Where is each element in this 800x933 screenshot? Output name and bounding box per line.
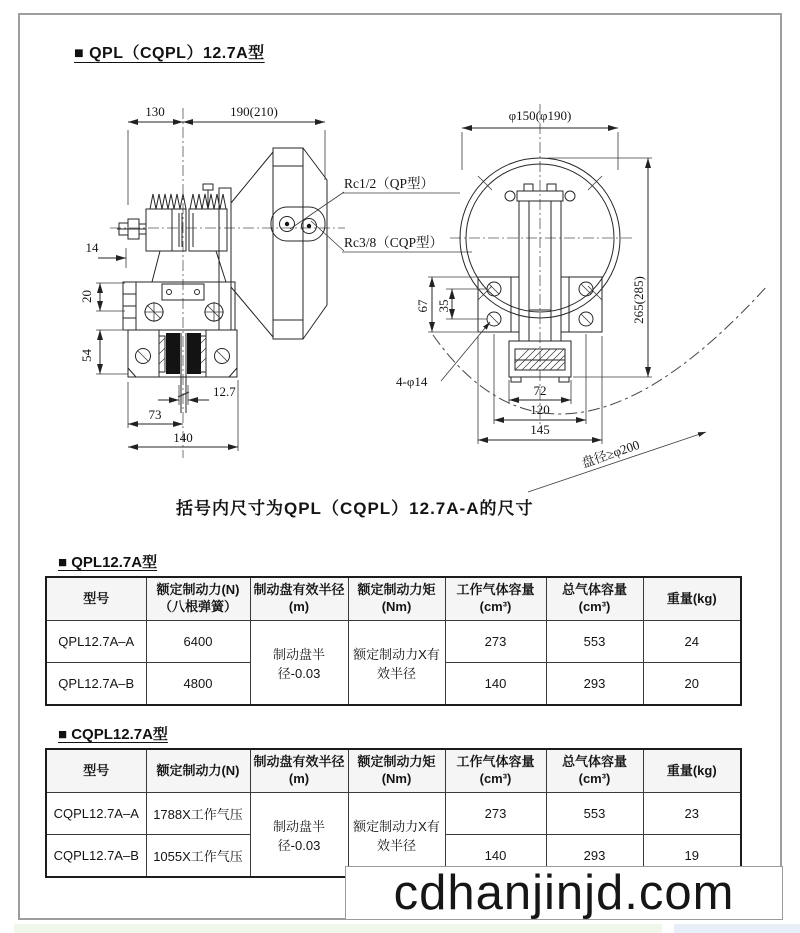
cell-force: 1788X工作气压 [146, 793, 250, 835]
col-header-model: 型号 [46, 749, 146, 793]
cell-weight: 19 [643, 835, 741, 878]
cell-force: 6400 [146, 621, 250, 663]
cell-model: QPL12.7A–B [46, 663, 146, 706]
cell-work-volume: 273 [445, 793, 546, 835]
col-header-radius: 制动盘有效半径 (m) [250, 577, 348, 621]
dim-190: 190(210) [230, 104, 278, 119]
port-label-qp: Rc1/2（QP型） [344, 176, 435, 191]
table1 [45, 576, 742, 706]
cell-radius-merged: 制动盘半径-0.03 [250, 793, 348, 878]
cell-total-volume: 553 [546, 621, 643, 663]
cell-total-volume: 553 [546, 793, 643, 835]
cell-weight: 20 [643, 663, 741, 706]
table2-title: ■ CQPL12.7A型 [58, 726, 168, 743]
dim-20: 20 [79, 290, 94, 303]
table-header-row [46, 749, 741, 793]
cell-torque-merged: 额定制动力X有效半径 [348, 621, 445, 706]
side-view-drawing [79, 104, 472, 458]
col-header-total-volume: 总气体容量 (cm³) [546, 577, 643, 621]
spec-table-qpl [45, 576, 742, 706]
bottom-strip-green [14, 924, 662, 933]
dim-d150: φ150(φ190) [508, 108, 572, 123]
table2 [45, 748, 742, 878]
dim-54: 54 [79, 349, 94, 362]
drawing-caption: 括号内尺寸为QPL（CQPL）12.7A-A的尺寸 [176, 499, 534, 518]
dim-67: 67 [415, 299, 430, 313]
col-header-work-volume: 工作气体容量 (cm³) [445, 577, 546, 621]
cell-model: QPL12.7A–A [46, 621, 146, 663]
dim-265: 265(285) [631, 276, 646, 324]
cell-radius-merged: 制动盘半径-0.03 [250, 621, 348, 706]
disc-diameter-note: 盘径≥φ200 [579, 436, 642, 471]
dim-72: 72 [533, 383, 547, 398]
col-header-force: 额定制动力(N) [146, 749, 250, 793]
cell-work-volume: 140 [445, 663, 546, 706]
watermark: cdhanjinjd.com [345, 866, 783, 920]
cell-torque-merged: 额定制动力X有效半径 [348, 793, 445, 878]
dim-12-7: 12.7 [213, 384, 236, 399]
col-header-work-volume: 工作气体容量 (cm³) [445, 749, 546, 793]
cell-model: CQPL12.7A–B [46, 835, 146, 878]
cell-work-volume: 273 [445, 621, 546, 663]
table-header-row [46, 577, 741, 621]
dim-140: 140 [173, 430, 193, 445]
front-view-drawing [396, 104, 768, 492]
cell-total-volume: 293 [546, 663, 643, 706]
spec-table-cqpl [45, 748, 742, 878]
col-header-torque: 额定制动力矩 (Nm) [348, 749, 445, 793]
col-header-total-volume: 总气体容量 (cm³) [546, 749, 643, 793]
cell-total-volume: 293 [546, 835, 643, 878]
cell-weight: 23 [643, 793, 741, 835]
cell-weight: 24 [643, 621, 741, 663]
dim-holes: 4-φ14 [396, 374, 428, 389]
dim-14: 14 [85, 240, 99, 255]
cell-force: 4800 [146, 663, 250, 706]
dim-145: 145 [530, 422, 550, 437]
port-label-cqp: Rc3/8（CQP型） [344, 235, 444, 250]
cell-work-volume: 140 [445, 835, 546, 878]
disc-arc [433, 285, 768, 414]
col-header-radius: 制动盘有效半径 (m) [250, 749, 348, 793]
dim-120: 120 [530, 402, 550, 417]
dim-35: 35 [436, 299, 451, 313]
dim-73: 73 [148, 407, 162, 422]
table-row [46, 621, 741, 663]
col-header-force: 额定制动力(N) （八根弹簧） [146, 577, 250, 621]
col-header-weight: 重量(kg) [643, 577, 741, 621]
col-header-model: 型号 [46, 577, 146, 621]
table-row [46, 793, 741, 835]
page-title: ■ QPL（CQPL）12.7A型 [74, 45, 265, 62]
col-header-torque: 额定制动力矩 (Nm) [348, 577, 445, 621]
cell-model: CQPL12.7A–A [46, 793, 146, 835]
col-header-weight: 重量(kg) [643, 749, 741, 793]
dim-130: 130 [145, 104, 165, 119]
table1-title: ■ QPL12.7A型 [58, 554, 158, 571]
bottom-strip-blue [674, 924, 800, 933]
cell-force: 1055X工作气压 [146, 835, 250, 878]
